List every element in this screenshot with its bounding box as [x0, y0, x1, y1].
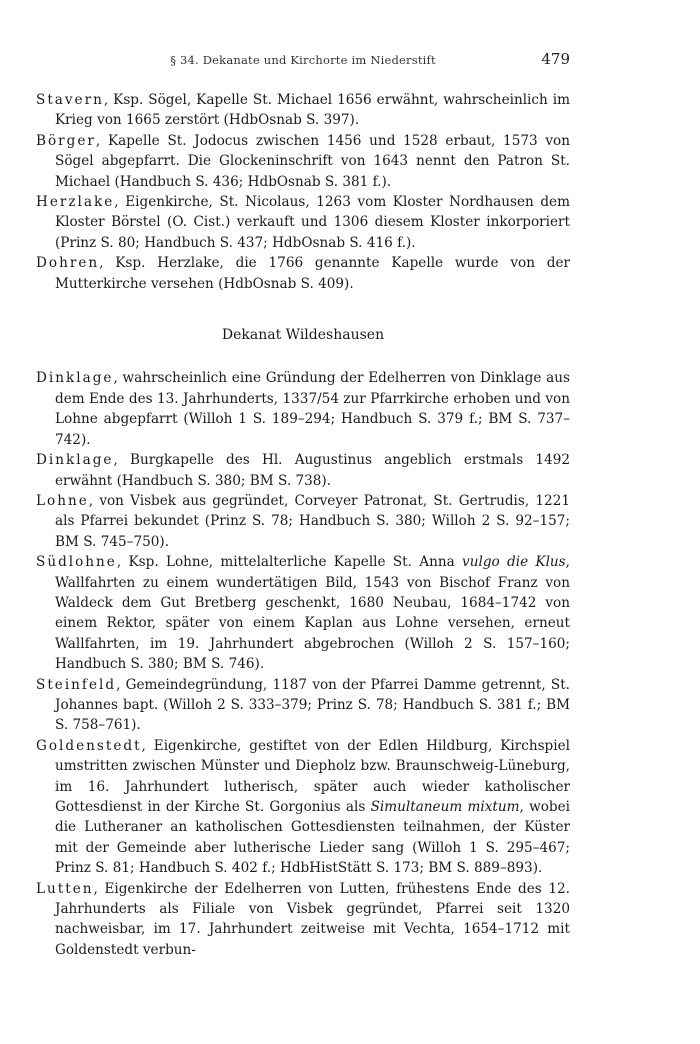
place-name: Stavern [36, 92, 104, 108]
italic-term: Simultaneum mixtum [370, 799, 520, 815]
section-heading: Dekanat Wildeshausen [221, 327, 385, 344]
running-head [36, 50, 570, 70]
place-name: Lutten [36, 880, 94, 897]
entry-text: , wahrscheinlich eine Gründung der Edelherren von Dinklage aus dem Ende des 13. Jahrhunderts, 1337/54 zur Pfarrkirche erhoben und von Lohne abgepfarrt (Willoh 1 S. 189–294; Handbuch S. 379 f.; BM S. 737–742). [55, 370, 570, 448]
place-name: Börger [36, 132, 96, 149]
entry-lohne [36, 491, 570, 552]
place-name: Dinklage [36, 452, 114, 469]
entry-text: , Ksp. Herzlake, die 1766 genannte Kapelle wurde von der Mutterkirche versehen (HdbOsnab S. 409). [55, 255, 570, 292]
entry-text-cont: , Wallfahrten zu einem wundertätigen Bild, 1543 von Bischof Franz von Waldeck dem Gut Bretberg geschenkt, 1680 Neubau, 1684–1742 von einem Rektor, später von einem Kaplan aus Lohne versehen, erneut Wallfahrten, im 19. Jahrhundert abgebrochen (Willoh 2 S. 157–160; Handbuch S. 380; BM S. 746). [55, 554, 570, 673]
entry-text: , Eigenkirche, St. Nicolaus, 1263 vom Kloster Nordhausen dem Kloster Börstel (O. Cist.) verkauft und 1306 diesem Kloster inkorporiert (Prinz S. 80; Handbuch S. 437; HdbOsnab S. 416 f.). [55, 194, 570, 251]
entry-goldenstedt [36, 736, 570, 879]
page-content [36, 90, 570, 960]
entry-herzlake [36, 192, 570, 253]
entry-stavern [36, 90, 570, 131]
place-name: Goldenstedt [36, 737, 142, 754]
place-name: Herzlake [36, 194, 115, 211]
entry-lutten [36, 879, 570, 961]
entry-text: , Kapelle St. Jodocus zwischen 1456 und 1528 erbaut, 1573 von Sögel abgepfarrt. Die Glockeninschrift von 1643 nennt den Patron St. Michael (Handbuch S. 436; HdbOsnab S. 381 f.). [55, 132, 570, 190]
entry-text: , von Visbek aus gegründet, Corveyer Patronat, St. Gertrudis, 1221 als Pfarrei bekundet (Prinz S. 78; Handbuch S. 380; Willoh 2 S. 92–157; BM S. 745–750). [55, 492, 570, 550]
entry-boerger [36, 131, 570, 192]
entry-dinklage [36, 368, 570, 450]
entry-text: , Eigenkirche, gestiftet von der Edlen Hildburg, Kirchspiel umstritten zwischen Münster und Diepholz bzw. Braunschweig-Lüneburg, im 16. Jahrhundert lutherisch, später auch wieder katholischer Gottesdienst in der Kirche St. Gorgonius als [55, 737, 570, 815]
entry-text-cont: , wobei die Lutheraner an katholischen Gottesdiensten teilnahmen, der Küster mit der Gemeinde aber lutherische Lieder sang (Willoh 1 S. 295–467; Prinz S. 81; Handbuch S. 402 f.; HdbHistStätt S. 173; BM S. 889–893). [55, 799, 571, 877]
place-name: Dinklage [36, 370, 114, 387]
page-number: 479 [541, 50, 570, 68]
place-name: Steinfeld [36, 676, 117, 693]
running-title: § 34. Dekanate und Kirchorte im Niederstift [170, 53, 436, 67]
place-name: Lohne [36, 492, 89, 509]
entry-suedlohne [36, 552, 570, 674]
entry-text: , Burgkapelle des Hl. Augustinus angeblich erstmals 1492 erwähnt (Handbuch S. 380; BM S. 738). [55, 452, 570, 489]
place-name: Südlohne [36, 554, 117, 571]
italic-term: vulgo die Klus [462, 554, 566, 571]
entry-dinklage-burgkapelle [36, 450, 570, 491]
place-name: Dohren [36, 255, 100, 272]
entry-text: , Ksp. Lohne, mittelalterliche Kapelle St. Anna [116, 554, 463, 571]
entry-text: , Eigenkirche der Edelherren von Lutten, frühestens Ende des 12. Jahrhunderts als Filiale von Visbek gegründet, Pfarrei seit 1320 nachweisbar, im 17. Jahrhundert zeitweise mit Vechta, 1654–1712 mit Goldenstedt verbun- [55, 880, 570, 958]
entry-steinfeld [36, 675, 570, 736]
entry-text: , Ksp. Sögel, Kapelle St. Michael 1656 erwähnt, wahrscheinlich im Krieg von 1665 zerstört (HdbOsnab S. 397). [55, 92, 570, 129]
entry-dohren [36, 253, 570, 294]
entry-text: , Gemeindegründung, 1187 von der Pfarrei Damme getrennt, St. Johannes bapt. (Willoh 2 S. 333–379; Prinz S. 78; Handbuch S. 381 f.; BM S. 758–761). [55, 676, 570, 734]
